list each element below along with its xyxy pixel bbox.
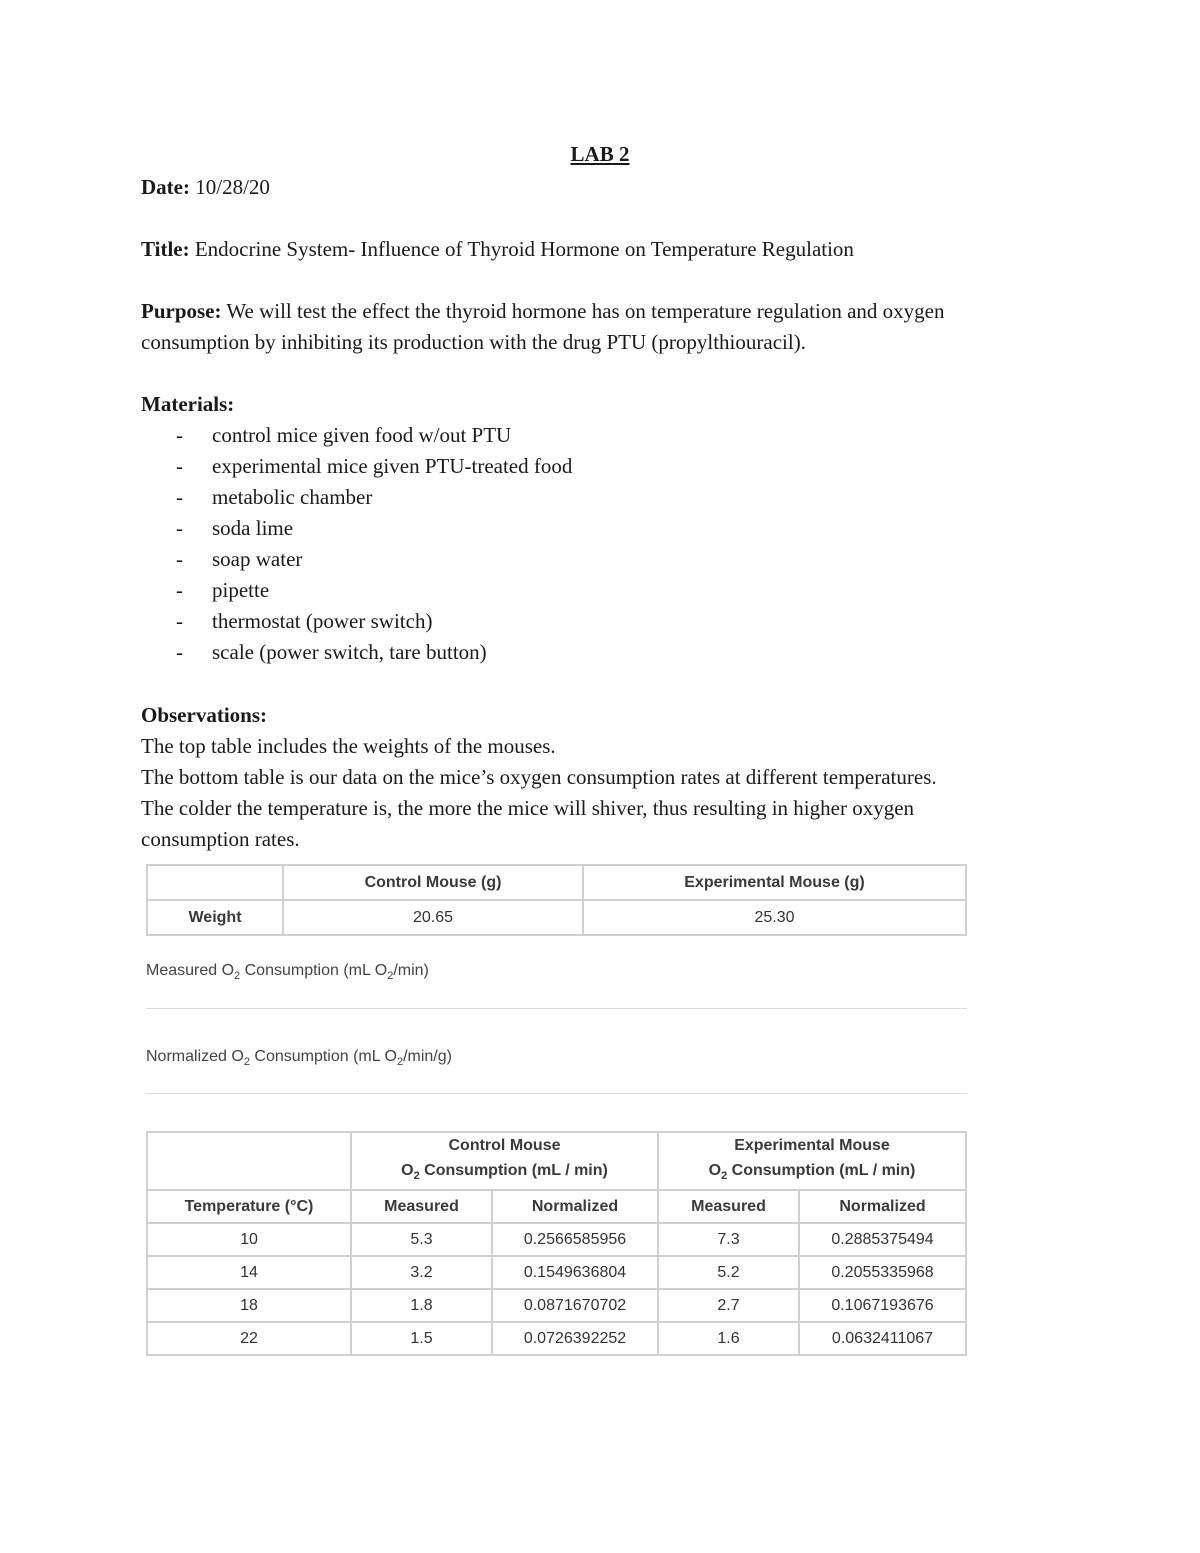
divider	[146, 1093, 967, 1094]
materials-list	[141, 420, 572, 668]
table-row	[147, 1223, 966, 1256]
list-item-text: thermostat (power switch)	[212, 609, 433, 633]
weight-table	[146, 864, 967, 936]
column-header-experimental: Experimental Mouse (g)	[583, 865, 966, 900]
cell-experimental-normalized: 0.0632411067	[799, 1322, 966, 1355]
list-item: - scale (power switch, tare button)	[176, 640, 487, 664]
cell-temperature: 10	[147, 1223, 351, 1256]
group-header-title: Control Mouse	[448, 1137, 561, 1154]
date-value: 10/28/20	[195, 175, 270, 199]
observations-label: Observations:	[141, 703, 267, 727]
table-row	[147, 1322, 966, 1355]
cell-control-normalized: 0.1549636804	[492, 1256, 658, 1289]
cell-control-measured: 1.8	[351, 1289, 492, 1322]
cell-temperature: 22	[147, 1322, 351, 1355]
cell-experimental-normalized: 0.2055335968	[799, 1256, 966, 1289]
table-cell-empty	[147, 1132, 351, 1190]
cell-control-measured: 1.5	[351, 1322, 492, 1355]
title-value: Endocrine System- Influence of Thyroid Hormone on Temperature Regulation	[194, 237, 854, 261]
table-row	[147, 865, 966, 900]
column-header-control-measured: Measured	[351, 1190, 492, 1223]
group-header-sub: Consumption (mL / min)	[727, 1162, 916, 1179]
cell-control-measured: 3.2	[351, 1256, 492, 1289]
label-sub: 2	[387, 970, 394, 983]
group-header-sub: 2	[413, 1170, 420, 1183]
date-label: Date:	[141, 175, 190, 199]
group-header-sub: O	[401, 1162, 414, 1179]
group-header-title: Experimental Mouse	[734, 1137, 890, 1154]
o2-consumption-table	[146, 1131, 967, 1356]
cell-control-normalized: 0.2566585956	[492, 1223, 658, 1256]
list-item: - thermostat (power switch)	[176, 609, 433, 633]
list-item: - soap water	[176, 547, 303, 571]
observations-heading	[141, 700, 267, 731]
list-item-text: metabolic chamber	[212, 485, 373, 509]
cell-experimental-normalized: 0.2885375494	[799, 1223, 966, 1256]
column-group-experimental	[658, 1132, 966, 1190]
column-group-control	[351, 1132, 658, 1190]
list-item: - experimental mice given PTU-treated food	[176, 454, 573, 478]
label-sub: 2	[243, 1056, 250, 1069]
label-part: /min/g)	[403, 1048, 452, 1065]
column-header-control-normalized: Normalized	[492, 1190, 658, 1223]
list-item-text: experimental mice given PTU-treated food	[212, 454, 573, 478]
table-row	[147, 1289, 966, 1322]
table-row	[147, 1132, 966, 1190]
column-header-experimental-normalized: Normalized	[799, 1190, 966, 1223]
cell-experimental-normalized: 0.1067193676	[799, 1289, 966, 1322]
purpose-line-1	[141, 296, 945, 327]
cell-control-weight: 20.65	[283, 900, 583, 935]
label-part: Measured O	[146, 962, 235, 979]
purpose-label: Purpose:	[141, 299, 222, 323]
table-cell-empty	[147, 865, 283, 900]
observations-line-3: The colder the temperature is, the more the mice will shiver, thus resulting in higher oxygen	[141, 796, 915, 820]
cell-experimental-measured: 7.3	[658, 1223, 799, 1256]
label-sub: 2	[234, 970, 241, 983]
list-item-text: pipette	[212, 578, 270, 602]
observations-line-2: The bottom table is our data on the mice’s oxygen consumption rates at different temperatures.	[141, 765, 937, 789]
column-header-control: Control Mouse (g)	[283, 865, 583, 900]
group-header-sub: O	[708, 1162, 722, 1179]
cell-control-normalized: 0.0871670702	[492, 1289, 658, 1322]
cell-experimental-measured: 2.7	[658, 1289, 799, 1322]
divider	[146, 1008, 967, 1009]
cell-control-normalized: 0.0726392252	[492, 1322, 658, 1355]
cell-experimental-measured: 5.2	[658, 1256, 799, 1289]
normalized-label	[146, 1048, 452, 1068]
date-line	[141, 172, 270, 203]
cell-temperature: 14	[147, 1256, 351, 1289]
list-item-text: soap water	[212, 547, 303, 571]
title-label: Title:	[141, 237, 190, 261]
label-part: Normalized O	[146, 1048, 244, 1065]
list-item: - metabolic chamber	[176, 485, 373, 509]
document-title: LAB 2	[570, 142, 630, 166]
label-part: /min)	[393, 962, 429, 979]
list-item: - control mice given food w/out PTU	[176, 423, 512, 447]
observations-line-1: The top table includes the weights of the mouses.	[141, 734, 556, 758]
cell-experimental-measured: 1.6	[658, 1322, 799, 1355]
observations-line-4: consumption rates.	[141, 827, 300, 851]
label-part: Consumption (mL O	[249, 1048, 397, 1065]
group-header-sub: Consumption (mL / min)	[419, 1162, 608, 1179]
table-row	[147, 900, 966, 935]
column-header-temperature: Temperature (°C)	[147, 1190, 351, 1223]
table-row	[147, 1256, 966, 1289]
cell-experimental-weight: 25.30	[583, 900, 966, 935]
cell-control-measured: 5.3	[351, 1223, 492, 1256]
column-header-experimental-measured: Measured	[658, 1190, 799, 1223]
title-line	[141, 234, 854, 265]
label-part: Consumption (mL O	[240, 962, 388, 979]
list-item-text: scale (power switch, tare button)	[212, 640, 487, 664]
list-item-text: soda lime	[212, 516, 294, 540]
purpose-text-1: We will test the effect the thyroid hormone has on temperature regulation and oxygen	[226, 299, 945, 323]
list-item: - pipette	[176, 578, 270, 602]
materials-heading	[141, 389, 234, 420]
label-sub: 2	[396, 1056, 404, 1069]
list-item-text: control mice given food w/out PTU	[212, 423, 512, 447]
row-header-weight: Weight	[147, 900, 283, 935]
measured-label	[146, 962, 429, 982]
materials-label: Materials:	[141, 392, 235, 416]
list-item: - soda lime	[176, 516, 294, 540]
table-row	[147, 1190, 966, 1223]
cell-temperature: 18	[147, 1289, 351, 1322]
purpose-line-2: consumption by inhibiting its production with the drug PTU (propylthiouracil).	[141, 330, 806, 354]
group-header-sub: 2	[721, 1170, 728, 1183]
